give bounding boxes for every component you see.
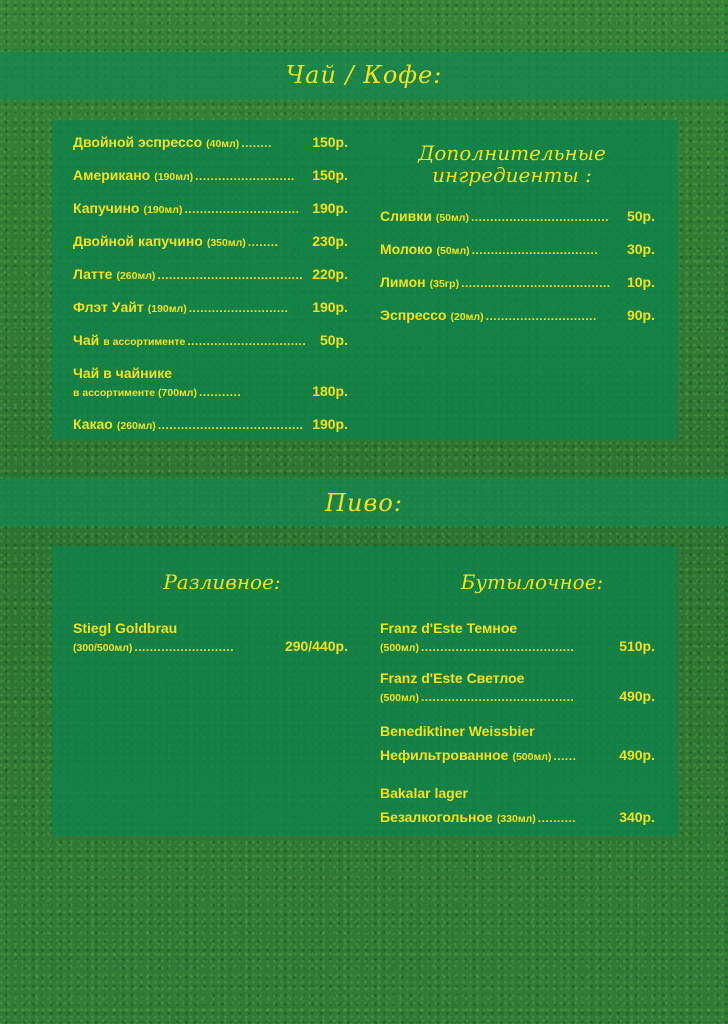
dot-leader: ........................................ xyxy=(420,690,575,704)
beer-title: Пиво: xyxy=(325,489,403,517)
menu-item xyxy=(380,719,655,769)
menu-item xyxy=(73,166,348,186)
menu-item xyxy=(380,781,655,831)
item-name: Двойной эспрессо xyxy=(73,134,203,150)
item-price: 510р. xyxy=(619,638,655,654)
item-volume: в ассортименте (700мл) xyxy=(73,387,197,399)
item-price: 290/440р. xyxy=(284,638,348,654)
tea-coffee-list xyxy=(73,133,348,435)
item-price: 490р. xyxy=(619,688,655,704)
item-volume: (330мл) xyxy=(496,813,536,825)
menu-item xyxy=(73,415,348,435)
beer-header-band xyxy=(0,478,728,526)
item-name: Флэт Уайт xyxy=(73,299,144,315)
item-volume: (500мл) xyxy=(380,642,419,654)
item-volume: (35гр) xyxy=(429,278,460,290)
menu-item xyxy=(380,273,655,293)
dot-leader: .................................... xyxy=(470,210,609,224)
item-volume: (40мл) xyxy=(206,138,240,150)
item-name: Латте xyxy=(73,266,113,282)
extras-list xyxy=(380,207,655,326)
menu-item xyxy=(73,619,348,657)
dot-leader: .............................. xyxy=(184,202,300,216)
dot-leader: ...... xyxy=(553,749,577,763)
item-volume: в ассортименте xyxy=(103,336,186,348)
dot-leader: .......... xyxy=(537,811,577,825)
item-name: Лимон xyxy=(380,274,426,290)
item-volume: (500мл) xyxy=(380,692,419,704)
item-volume: (350мл) xyxy=(206,237,246,249)
item-price: 10р. xyxy=(626,274,655,290)
bottled-list xyxy=(380,619,655,831)
item-name: Benediktiner Weissbier xyxy=(380,723,535,739)
dot-leader: .......................... xyxy=(195,169,295,183)
item-price: 90р. xyxy=(626,307,655,323)
menu-item xyxy=(73,298,348,318)
extras-title-line2: ингредиенты : xyxy=(432,163,592,187)
item-price: 340р. xyxy=(619,809,655,825)
menu-item xyxy=(380,240,655,260)
tea-coffee-title: Чай / Кофе: xyxy=(285,61,443,89)
item-name-line2: Безалкогольное xyxy=(380,809,493,825)
item-name-line2: Нефильтрованное xyxy=(380,747,509,763)
item-name: Американо xyxy=(73,167,151,183)
menu-item xyxy=(73,133,348,153)
item-volume: (190мл) xyxy=(154,171,194,183)
dot-leader: ................................. xyxy=(471,243,599,257)
item-volume: (260мл) xyxy=(116,420,156,432)
item-price: 220р. xyxy=(312,266,348,282)
item-price: 190р. xyxy=(312,200,348,216)
item-name: Stiegl Goldbrau xyxy=(73,620,178,636)
item-price: 50р. xyxy=(319,332,348,348)
menu-item xyxy=(380,669,655,707)
menu-item xyxy=(73,364,348,402)
item-name: Эспрессо xyxy=(380,307,447,323)
item-volume: (50мл) xyxy=(435,212,469,224)
beer-panel xyxy=(52,546,677,836)
item-name: Сливки xyxy=(380,208,432,224)
dot-leader: .......................... xyxy=(188,301,289,315)
item-price: 180р. xyxy=(312,383,348,399)
menu-item xyxy=(380,619,655,657)
item-name: Чай xyxy=(73,332,100,348)
item-name: Капучино xyxy=(73,200,140,216)
dot-leader: ............................... xyxy=(187,334,307,348)
item-volume: (20мл) xyxy=(450,311,484,323)
item-price: 230р. xyxy=(312,233,348,249)
item-volume: (300/500мл) xyxy=(73,642,133,654)
menu-item xyxy=(73,199,348,219)
dot-leader: ....................................... xyxy=(461,276,611,290)
item-name: Какао xyxy=(73,416,113,432)
item-name: Молоко xyxy=(380,241,433,257)
dot-leader: ........ xyxy=(241,136,272,150)
bottled-title: Бутылочное: xyxy=(460,570,604,594)
item-volume: (50мл) xyxy=(436,245,470,257)
item-price: 190р. xyxy=(312,299,348,315)
dot-leader: ........ xyxy=(247,235,279,249)
menu-item xyxy=(380,207,655,227)
menu-item xyxy=(380,306,655,326)
dot-leader: ........... xyxy=(198,385,242,399)
tea-coffee-panel xyxy=(52,120,677,440)
item-price: 150р. xyxy=(312,167,348,183)
extras-title xyxy=(402,142,622,186)
item-name: Bakalar lager xyxy=(380,785,468,801)
menu-item xyxy=(73,265,348,285)
menu-item xyxy=(73,331,348,351)
item-volume: (190мл) xyxy=(147,303,187,315)
item-price: 30р. xyxy=(626,241,655,257)
dot-leader: ........................................ xyxy=(420,640,575,654)
item-price: 150р. xyxy=(312,134,348,150)
dot-leader: .......................... xyxy=(134,640,235,654)
item-volume: (260мл) xyxy=(116,270,156,282)
item-name: Двойной капучино xyxy=(73,233,203,249)
dot-leader: ...................................... xyxy=(157,418,304,432)
item-price: 190р. xyxy=(312,416,348,432)
extras-title-line1: Дополнительные xyxy=(418,141,606,165)
dot-leader: ...................................... xyxy=(157,268,304,282)
tea-coffee-header-band xyxy=(0,52,728,100)
draft-list xyxy=(73,619,348,657)
item-price: 490р. xyxy=(619,747,655,763)
item-name: Чай в чайнике xyxy=(73,365,172,381)
draft-title: Разливное: xyxy=(163,570,281,594)
dot-leader: ............................. xyxy=(485,309,597,323)
item-volume: (500мл) xyxy=(512,751,552,763)
item-price: 50р. xyxy=(626,208,655,224)
item-volume: (190мл) xyxy=(143,204,183,216)
item-name: Franz d'Este Светлое xyxy=(380,670,525,686)
item-name: Franz d'Este Темное xyxy=(380,620,518,636)
menu-item xyxy=(73,232,348,252)
